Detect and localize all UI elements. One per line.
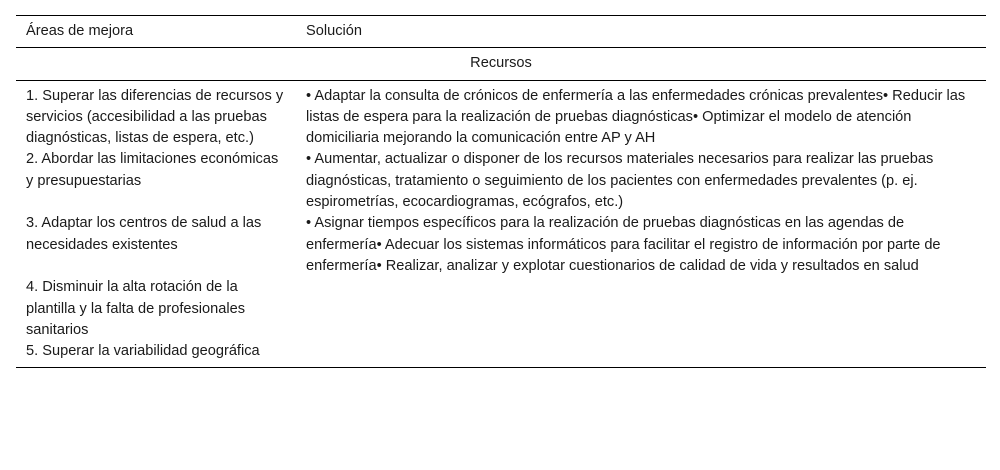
solution-cell — [296, 277, 986, 341]
table-row — [16, 341, 986, 368]
area-cell: 1. Superar las diferencias de recursos y servicios (accesibilidad a las pruebas diagnósticas, listas de espera, etc.) — [26, 87, 284, 147]
table-row — [16, 80, 986, 149]
table-row — [16, 277, 986, 341]
area-cell: 5. Superar la variabilidad geográfica — [16, 341, 296, 368]
area-cell: 2. Abordar las limitaciones económicas y presupuestarias — [26, 151, 279, 189]
header-areas: Áreas de mejora — [16, 16, 296, 48]
section-title: Recursos — [16, 48, 986, 80]
table-row — [16, 149, 986, 213]
header-solution: Solución — [296, 16, 986, 48]
solution-cell: • Adaptar la consulta de crónicos de enfermería a las enfermedades crónicas prevalentes• Reducir las listas de espera para la realización de pruebas diagnósticas• Optimizar el modelo de atención domiciliaria mejorando la comunicación entre AP y AH — [306, 87, 966, 147]
solution-cell — [296, 341, 986, 368]
improvement-table — [16, 15, 986, 368]
section-row — [16, 48, 986, 80]
improvement-table-container — [16, 15, 986, 368]
solution-cell: • Aumentar, actualizar o disponer de los recursos materiales necesarios para realizar las pruebas diagnósticas, tratamiento o seguimiento de los pacientes con enfermedades prevalentes (p. ej. espirometrías, ecocardiogramas, ecógrafos, etc.) — [306, 151, 934, 211]
area-cell: 3. Adaptar los centros de salud a las necesidades existentes — [26, 215, 262, 253]
area-cell: 4. Disminuir la alta rotación de la plantilla y la falta de profesionales sanitarios — [26, 279, 246, 338]
solution-cell: • Asignar tiempos específicos para la realización de pruebas diagnósticas en las agendas de enfermería• Adecuar los sistemas informáticos para facilitar el registro de información por parte de enfermería• Realizar, analizar y explotar cuestionarios de calidad de vida y resultados en salud — [306, 215, 941, 274]
table-row — [16, 213, 986, 277]
table-header-row — [16, 16, 986, 48]
